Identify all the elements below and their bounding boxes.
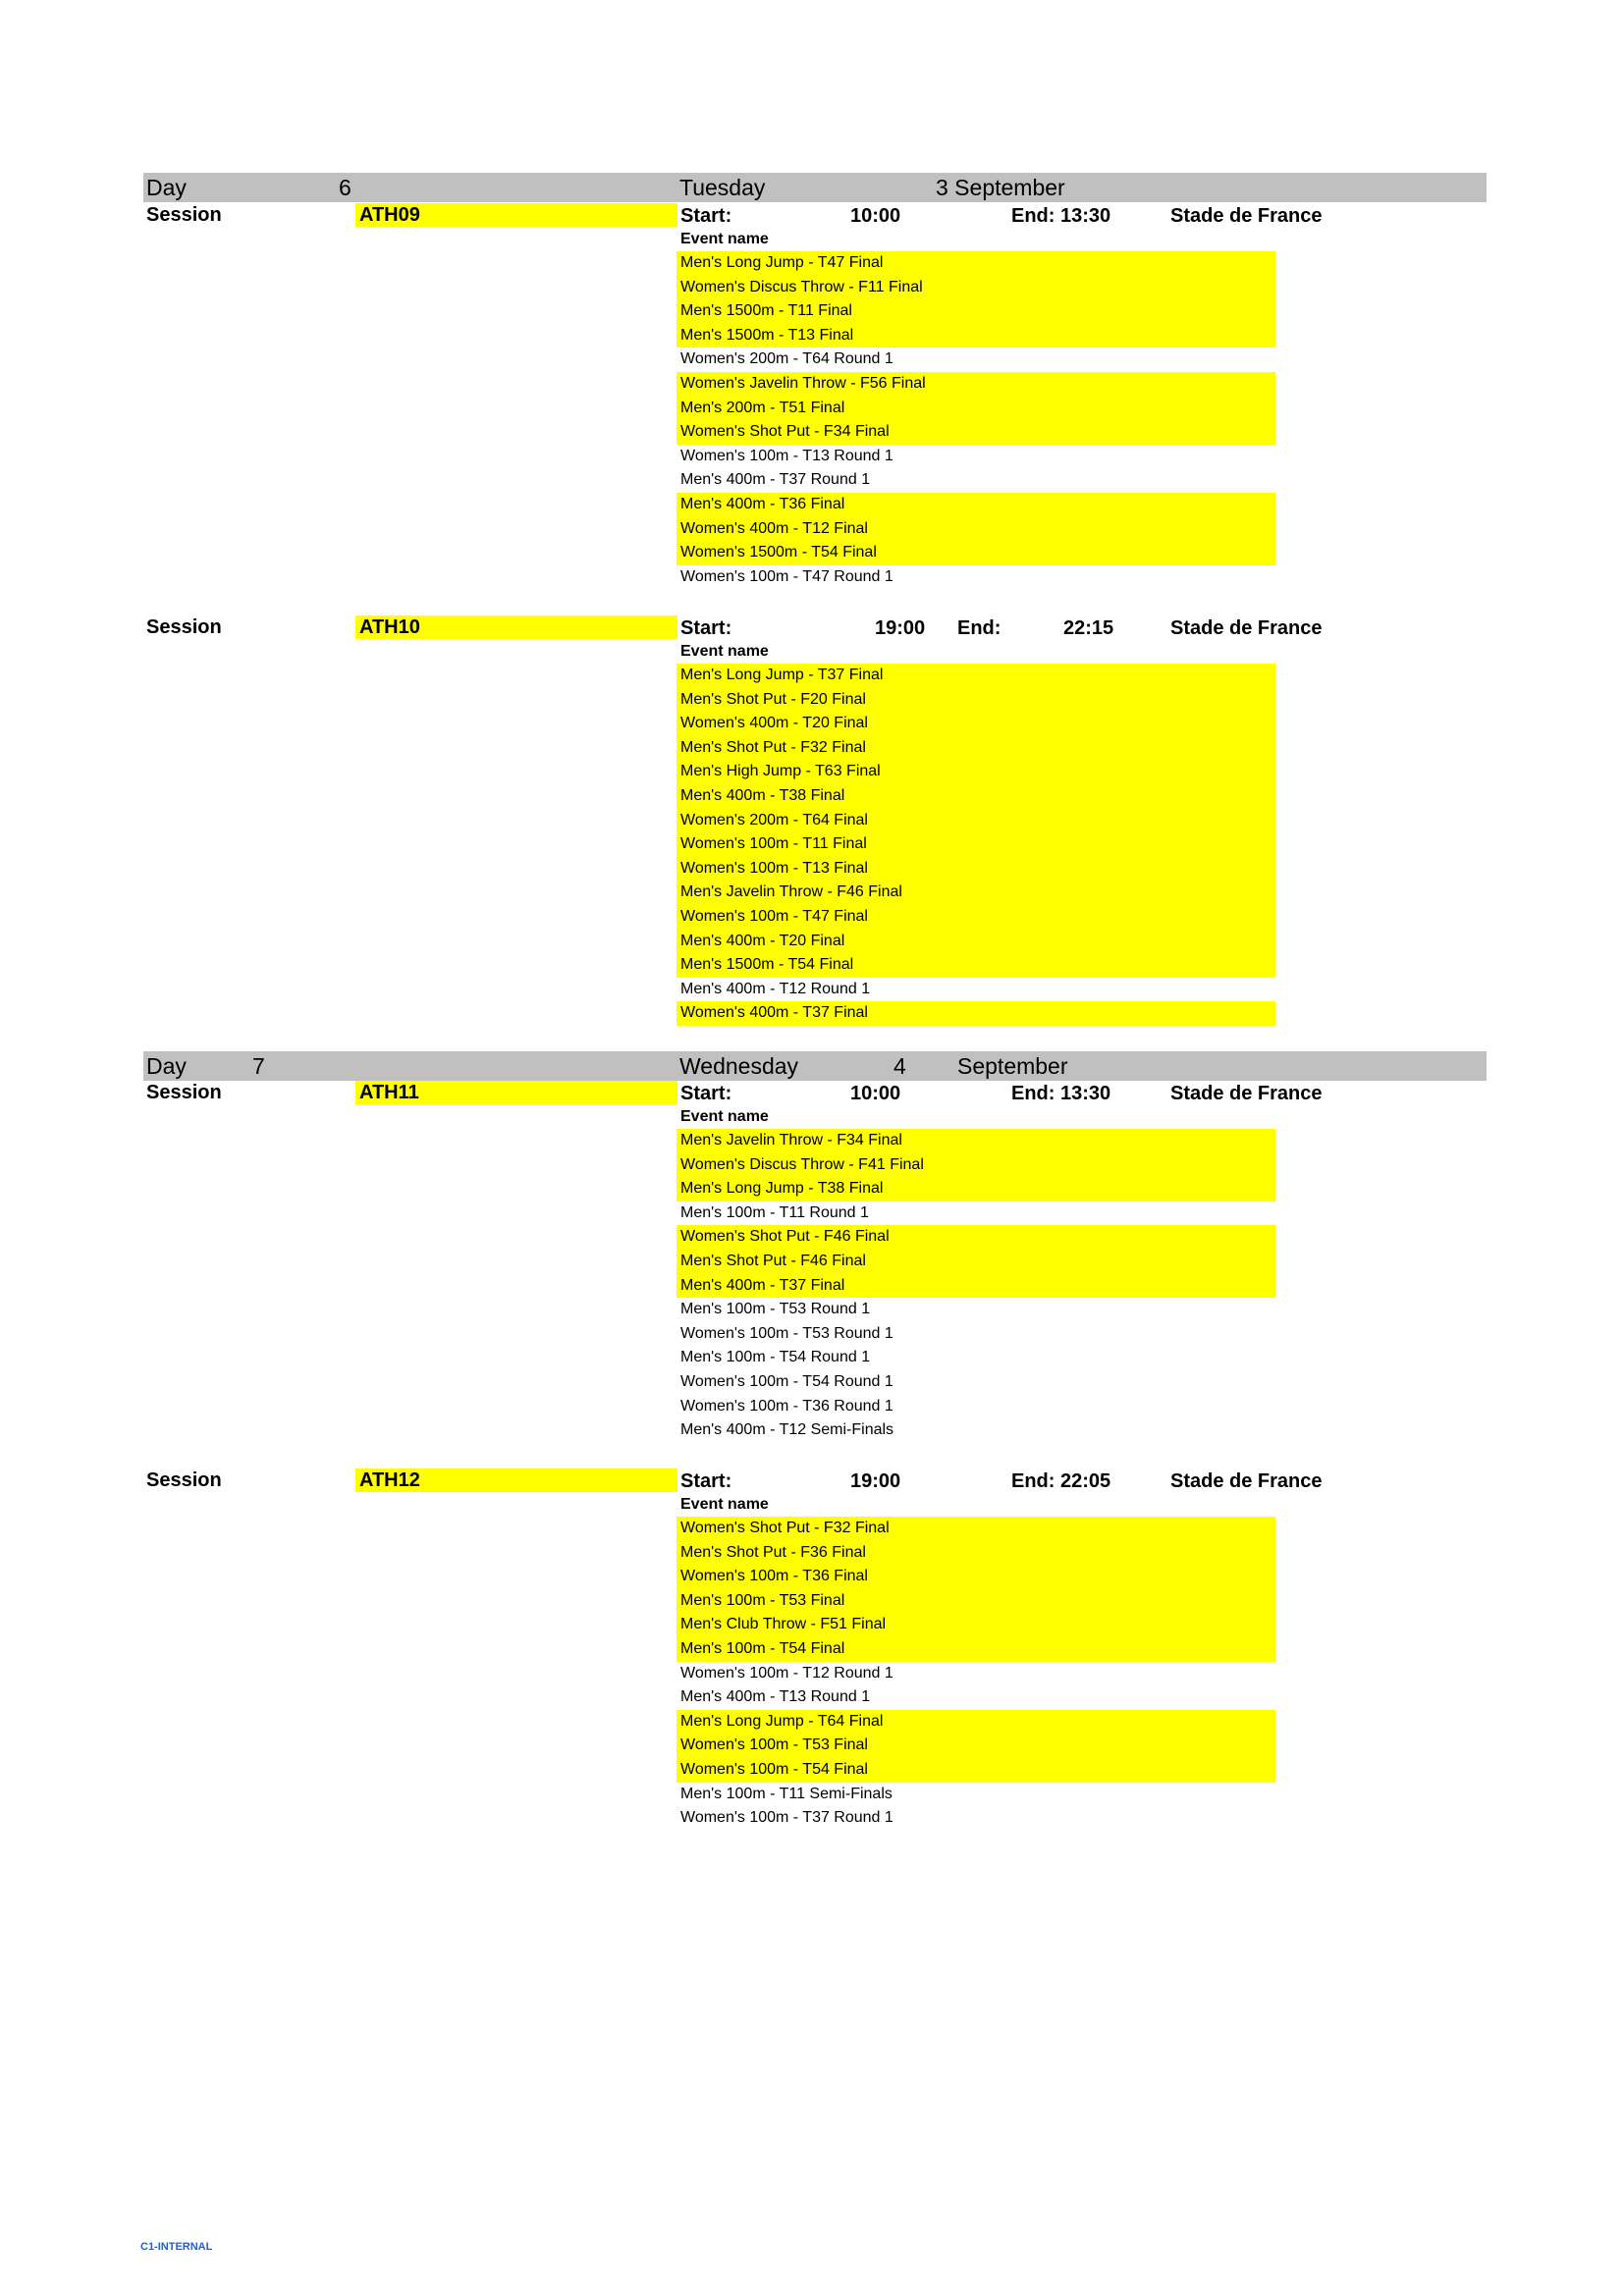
- event-row: Men's 400m - T37 Round 1: [680, 471, 871, 489]
- event-row: Men's Long Jump - T47 Final: [677, 251, 1275, 276]
- start-label: Start:: [680, 1470, 732, 1492]
- event-row: Men's Shot Put - F46 Final: [677, 1250, 1275, 1274]
- event-row: Women's 200m - T64 Final: [677, 809, 1275, 833]
- event-row: Men's 100m - T54 Final: [677, 1637, 1275, 1662]
- event-row: Women's Shot Put - F32 Final: [677, 1517, 1275, 1541]
- end-time: 22:15: [1063, 617, 1114, 639]
- event-list: [677, 251, 1275, 589]
- session-code: ATH09: [355, 203, 677, 227]
- event-row: Women's 200m - T64 Round 1: [680, 350, 893, 368]
- event-row: Women's 100m - T11 Final: [677, 832, 1275, 857]
- event-row: Women's Javelin Throw - F56 Final: [677, 372, 1275, 397]
- event-row: Women's 100m - T13 Round 1: [680, 447, 893, 464]
- event-row: Men's Javelin Throw - F46 Final: [677, 881, 1275, 905]
- classification-label: C1-INTERNAL: [140, 2241, 213, 2253]
- start-time: 19:00: [850, 1470, 901, 1492]
- event-row: Men's 1500m - T54 Final: [677, 953, 1275, 978]
- event-list: [677, 1517, 1275, 1831]
- day-date: 3 September: [936, 175, 1065, 200]
- event-row: Men's Long Jump - T64 Final: [677, 1710, 1275, 1735]
- event-row: Men's Club Throw - F51 Final: [677, 1613, 1275, 1637]
- event-row: Men's 100m - T54 Round 1: [680, 1349, 871, 1366]
- event-row: Men's 1500m - T11 Final: [677, 299, 1275, 324]
- event-row: Men's Shot Put - F36 Final: [677, 1541, 1275, 1566]
- event-row: Men's 400m - T12 Round 1: [680, 980, 871, 997]
- session-label: Session: [146, 1082, 222, 1103]
- event-row: Women's Shot Put - F46 Final: [677, 1225, 1275, 1250]
- event-row: Women's 100m - T53 Final: [677, 1734, 1275, 1758]
- event-row: Women's 1500m - T54 Final: [677, 541, 1275, 565]
- event-row: Men's 400m - T20 Final: [677, 930, 1275, 954]
- venue: Stade de France: [1170, 205, 1323, 227]
- event-row: Men's 400m - T37 Final: [677, 1274, 1275, 1299]
- event-name-header: Event name: [680, 231, 769, 247]
- event-row: Men's Long Jump - T38 Final: [677, 1177, 1275, 1201]
- event-row: Women's 100m - T54 Round 1: [680, 1372, 893, 1390]
- start-time: 19:00: [875, 617, 926, 639]
- end-label: End:: [957, 617, 1001, 639]
- day-weekday: Tuesday: [679, 175, 766, 200]
- event-row: Women's 100m - T54 Final: [677, 1758, 1275, 1783]
- event-row: Men's Shot Put - F20 Final: [677, 688, 1275, 713]
- session-code: ATH12: [355, 1468, 677, 1492]
- event-row: Men's 400m - T36 Final: [677, 493, 1275, 517]
- day-label: Day: [146, 1053, 187, 1079]
- day-label: Day: [146, 175, 187, 200]
- day-date-month: September: [957, 1053, 1068, 1079]
- start-time: 10:00: [850, 1083, 901, 1104]
- day-header-band: [143, 1051, 1487, 1081]
- event-row: Men's 100m - T53 Round 1: [680, 1301, 871, 1318]
- session-label: Session: [146, 1469, 222, 1491]
- day-number: 7: [252, 1053, 265, 1079]
- event-row: Men's High Jump - T63 Final: [677, 760, 1275, 784]
- venue: Stade de France: [1170, 1470, 1323, 1492]
- day-number: 6: [339, 175, 352, 200]
- event-row: Men's 400m - T38 Final: [677, 784, 1275, 809]
- event-row: Men's 100m - T11 Round 1: [680, 1203, 869, 1221]
- event-row: Women's 100m - T36 Round 1: [680, 1397, 893, 1415]
- event-list: [677, 1129, 1275, 1443]
- event-row: Men's Javelin Throw - F34 Final: [677, 1129, 1275, 1153]
- event-row: Women's Discus Throw - F41 Final: [677, 1153, 1275, 1178]
- end-time: End: 13:30: [1011, 205, 1111, 227]
- event-row: Women's 100m - T47 Final: [677, 905, 1275, 930]
- event-name-header: Event name: [680, 1108, 769, 1125]
- venue: Stade de France: [1170, 1083, 1323, 1104]
- event-row: Men's 1500m - T13 Final: [677, 324, 1275, 348]
- start-label: Start:: [680, 617, 732, 639]
- event-list: [677, 664, 1275, 1026]
- day-date-number: 4: [893, 1053, 906, 1079]
- venue: Stade de France: [1170, 617, 1323, 639]
- end-time: End: 22:05: [1011, 1470, 1111, 1492]
- event-row: Women's 100m - T36 Final: [677, 1565, 1275, 1589]
- event-row: Women's 100m - T47 Round 1: [680, 567, 893, 585]
- event-row: Women's 100m - T37 Round 1: [680, 1809, 893, 1827]
- event-row: Women's 100m - T12 Round 1: [680, 1664, 893, 1682]
- day-weekday: Wednesday: [679, 1053, 799, 1079]
- event-row: Men's Long Jump - T37 Final: [677, 664, 1275, 688]
- session-code: ATH10: [355, 615, 677, 639]
- start-label: Start:: [680, 205, 732, 227]
- event-row: Men's Shot Put - F32 Final: [677, 736, 1275, 761]
- event-row: Women's Shot Put - F34 Final: [677, 420, 1275, 445]
- event-row: Men's 100m - T53 Final: [677, 1589, 1275, 1614]
- event-row: Men's 200m - T51 Final: [677, 397, 1275, 421]
- session-label: Session: [146, 204, 222, 226]
- event-name-header: Event name: [680, 1496, 769, 1513]
- session-label: Session: [146, 616, 222, 638]
- event-row: Men's 400m - T12 Semi-Finals: [680, 1421, 894, 1439]
- event-row: Women's 100m - T53 Round 1: [680, 1324, 893, 1342]
- event-name-header: Event name: [680, 643, 769, 660]
- event-row: Men's 100m - T11 Semi-Finals: [680, 1785, 893, 1802]
- event-row: Women's Discus Throw - F11 Final: [677, 276, 1275, 300]
- start-label: Start:: [680, 1083, 732, 1104]
- event-row: Men's 400m - T13 Round 1: [680, 1688, 871, 1706]
- session-code: ATH11: [355, 1081, 677, 1104]
- event-row: Women's 400m - T20 Final: [677, 712, 1275, 736]
- event-row: Women's 400m - T37 Final: [677, 1001, 1275, 1026]
- start-time: 10:00: [850, 205, 901, 227]
- event-row: Women's 400m - T12 Final: [677, 517, 1275, 542]
- event-row: Women's 100m - T13 Final: [677, 857, 1275, 881]
- end-time: End: 13:30: [1011, 1083, 1111, 1104]
